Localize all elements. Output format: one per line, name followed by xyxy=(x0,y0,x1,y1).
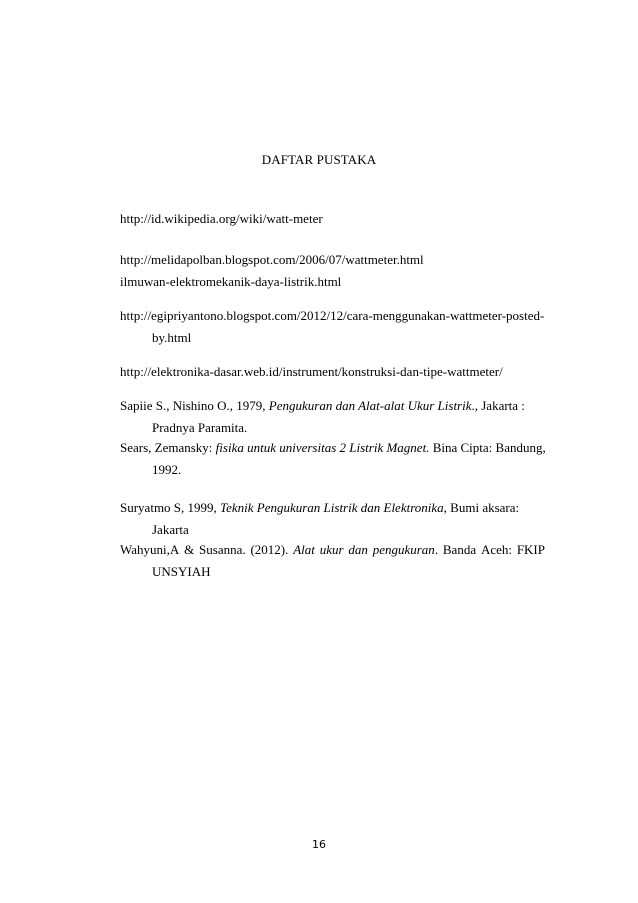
reference-author: Susanna. xyxy=(199,542,246,557)
reference-continuation: 1992. xyxy=(152,462,182,477)
reference-item xyxy=(120,539,545,583)
reference-title-word: pengukuran xyxy=(372,542,435,557)
reference-punctuation: . xyxy=(434,542,439,557)
reference-continuation: UNSYIAH xyxy=(152,564,211,579)
reference-title-word: Alat xyxy=(293,542,315,557)
reference-item xyxy=(120,249,545,293)
reference-publisher: ., Jakarta : xyxy=(471,398,525,413)
reference-title: Pengukuran dan Alat-alat Ukur Listrik xyxy=(268,398,472,413)
reference-publisher-word: FKIP xyxy=(516,542,545,557)
reference-title: Teknik Pengukuran Listrik dan Elektronika xyxy=(220,500,444,515)
reference-item xyxy=(120,497,545,541)
reference-publisher-word: Aceh: xyxy=(480,542,512,557)
reference-item xyxy=(120,437,545,481)
reference-author-connector: & xyxy=(184,542,195,557)
reference-author: Sears, Zemansky: xyxy=(120,440,216,455)
reference-author: Wahyuni,A xyxy=(120,542,180,557)
page-number: 16 xyxy=(312,838,326,851)
reference-item xyxy=(120,361,545,383)
reference-author: Suryatmo S, 1999, xyxy=(120,500,221,515)
reference-item xyxy=(120,395,545,439)
reference-author: Sapiie S., Nishino O., 1979, xyxy=(120,398,269,413)
reference-continuation: Pradnya Paramita. xyxy=(152,420,248,435)
reference-url: http://id.wikipedia.org/wiki/watt-meter xyxy=(120,211,323,226)
reference-title-word: ukur xyxy=(319,542,344,557)
reference-item xyxy=(120,305,545,349)
page-title: DAFTAR PUSTAKA xyxy=(261,152,377,167)
reference-item xyxy=(120,208,545,230)
reference-title: fisika untuk universitas 2 Listrik Magnet. xyxy=(215,440,430,455)
reference-url: http://egipriyantono.blogspot.com/2012/12/cara-menggunakan-wattmeter-posted- xyxy=(120,308,545,323)
reference-url: http://melidapolban.blogspot.com/2006/07/wattmeter.html xyxy=(120,252,424,267)
reference-publisher: , Bumi aksara: xyxy=(443,500,520,515)
reference-publisher-word: Banda xyxy=(442,542,477,557)
reference-url: http://elektronika-dasar.web.id/instrument/konstruksi-dan-tipe-wattmeter/ xyxy=(120,364,503,379)
reference-continuation: Jakarta xyxy=(152,522,189,537)
reference-title-word: dan xyxy=(348,542,368,557)
reference-url-continuation: ilmuwan-elektromekanik-daya-listrik.html xyxy=(120,274,342,289)
reference-url-continuation: by.html xyxy=(152,330,192,345)
reference-year: (2012). xyxy=(250,542,289,557)
reference-publisher: Bina Cipta: Bandung, xyxy=(429,440,546,455)
